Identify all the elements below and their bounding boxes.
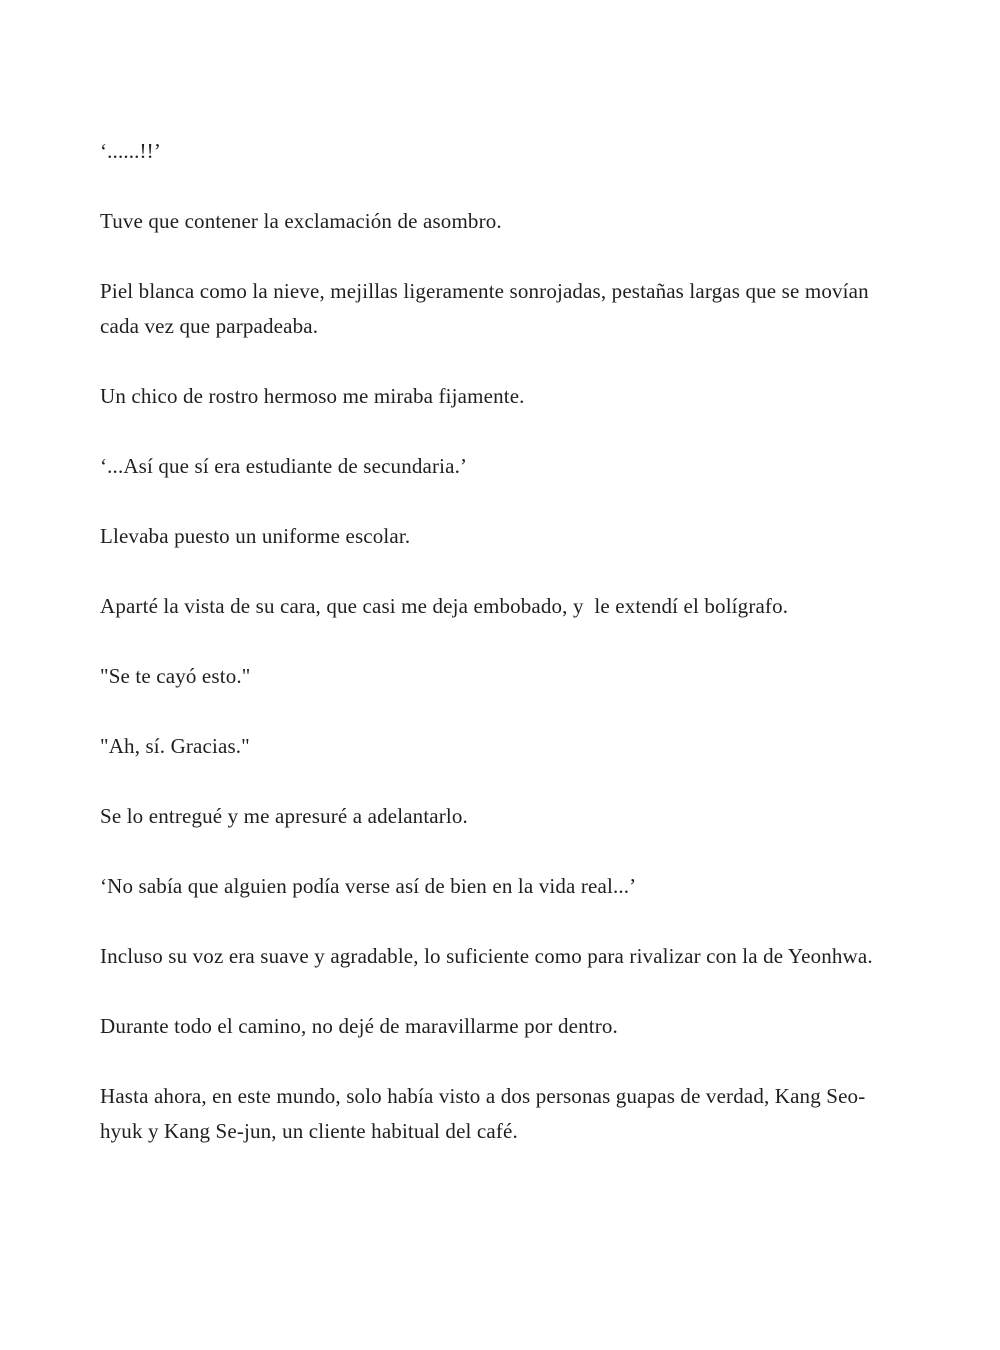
paragraph-dialogue: "Se te cayó esto.": [100, 664, 251, 688]
paragraph-thought: ‘No sabía que alguien podía verse así de bien en la vida real...’: [100, 874, 637, 898]
paragraph-narration: Un chico de rostro hermoso me miraba fijamente.: [100, 384, 525, 408]
paragraph-narration: Aparté la vista de su cara, que casi me deja embobado, y le extendí el bolígrafo.: [100, 594, 789, 618]
story-text: [100, 134, 905, 1184]
paragraph-narration: Hasta ahora, en este mundo, solo había visto a dos personas guapas de verdad, Kang Seo-hyuk y Kang Se-jun, un cliente habitual del café.: [100, 1084, 866, 1143]
paragraph-narration: Incluso su voz era suave y agradable, lo suficiente como para rivalizar con la de Yeonhwa.: [100, 944, 873, 968]
paragraph-dialogue: "Ah, sí. Gracias.": [100, 734, 250, 758]
paragraph-narration: Durante todo el camino, no dejé de maravillarme por dentro.: [100, 1014, 618, 1038]
paragraph-thought: ‘...Así que sí era estudiante de secundaria.’: [100, 454, 468, 478]
paragraph-narration: Tuve que contener la exclamación de asombro.: [100, 209, 502, 233]
paragraph-exclamation: ‘......!!’: [100, 139, 161, 163]
paragraph-narration: Llevaba puesto un uniforme escolar.: [100, 524, 411, 548]
paragraph-description: Piel blanca como la nieve, mejillas ligeramente sonrojadas, pestañas largas que se movían cada vez que parpadeaba.: [100, 279, 875, 338]
paragraph-narration: Se lo entregué y me apresuré a adelantarlo.: [100, 804, 468, 828]
